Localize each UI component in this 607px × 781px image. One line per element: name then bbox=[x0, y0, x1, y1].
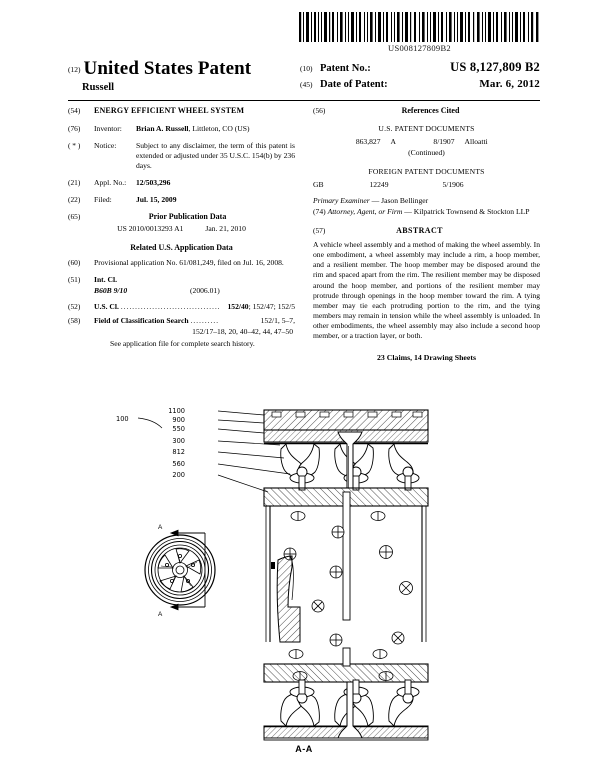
date-label: Date of Patent: bbox=[320, 79, 388, 90]
barcode-image bbox=[297, 12, 542, 42]
figure-caption: A-A bbox=[295, 744, 313, 754]
patent-no-label: Patent No.: bbox=[320, 63, 371, 74]
notice-label: Notice: bbox=[94, 140, 117, 150]
field-of-search-dot-leader: .......... bbox=[190, 317, 220, 326]
us-cl-row bbox=[94, 302, 295, 312]
related-application-data-heading: Related U.S. Application Data bbox=[130, 243, 233, 253]
section-marker-top: A bbox=[158, 524, 163, 531]
field-field-of-search bbox=[68, 316, 295, 326]
title-left-block bbox=[68, 58, 300, 93]
drawing-figure bbox=[68, 392, 540, 767]
notice-text: Subject to any disclaimer, the term of this patent is extended or adjusted under 35 U.S.C. 154(b) by 236 days. bbox=[136, 140, 295, 170]
prior-publication-date: Jan. 21, 2010 bbox=[205, 224, 246, 234]
code-58: (58) bbox=[68, 316, 81, 326]
abstract-text: A vehicle wheel assembly and a method of making the wheel assembly. In one embodiment, a wheel assembly may include a rim, a hoop member, and a resilient member. The hoop member may be disposed around the rim and spaced apart from the rim. The resilient member may be disposed around the hoop member, and portions of the resilient member may protrude through openings in the hoop member toward the rim. A tying member may tie each protruding portion to the rim, and the tying members may remain in tension while the wheel assembly is unloaded. In other embodiments, the wheel assembly may also include a second hoop member, or a traction layer, or both. bbox=[313, 240, 540, 341]
prior-publication-row bbox=[68, 224, 295, 234]
appl-no-value: 12/503,296 bbox=[136, 177, 171, 187]
abstract-heading: ABSTRACT bbox=[396, 225, 443, 235]
us-cl-label: U.S. Cl. bbox=[94, 301, 119, 311]
patent-title-row bbox=[68, 58, 540, 93]
code-asterisk: ( * ) bbox=[68, 140, 81, 150]
inventor-value bbox=[136, 124, 295, 134]
field-of-search-note: See application file for complete search history. bbox=[110, 339, 255, 349]
primary-examiner-name: — Jason Bellinger bbox=[371, 195, 429, 205]
patent-no-code: (10) bbox=[300, 64, 313, 73]
prior-publication-heading: Prior Publication Data bbox=[148, 211, 227, 221]
us-doc-name: Alloatti bbox=[464, 136, 488, 146]
document-title-line bbox=[68, 58, 300, 80]
right-column bbox=[313, 106, 540, 363]
date-value: Mar. 6, 2012 bbox=[479, 78, 540, 90]
appl-no-label: Appl. No.: bbox=[94, 177, 127, 187]
cross-section-view bbox=[264, 410, 428, 740]
attorney-name: — Kilpatrick Townsend & Stockton LLP bbox=[404, 206, 530, 216]
us-doc-kind: A bbox=[390, 136, 396, 146]
code-54: (54) bbox=[68, 106, 81, 115]
callout-550: 550 bbox=[172, 425, 185, 433]
int-cl-edition: (2006.01) bbox=[190, 285, 220, 295]
us-doc-date: 8/1907 bbox=[433, 136, 455, 146]
code-65: (65) bbox=[68, 211, 81, 221]
code-52: (52) bbox=[68, 301, 81, 311]
foreign-doc-number: 12249 bbox=[369, 179, 389, 189]
callout-300: 300 bbox=[172, 437, 185, 445]
abstract-heading-row bbox=[313, 226, 540, 237]
int-cl-row bbox=[94, 286, 295, 296]
field-title-of-invention bbox=[68, 106, 295, 117]
code-22: (22) bbox=[68, 194, 81, 204]
page-title: United States Patent bbox=[83, 58, 252, 79]
patent-date-row bbox=[300, 78, 540, 90]
int-cl-label: Int. Cl. bbox=[94, 274, 117, 284]
field-related-application bbox=[68, 258, 295, 268]
callout-200: 200 bbox=[172, 471, 185, 479]
field-of-search-row bbox=[94, 316, 295, 326]
inventor-name: Brian A. Russell bbox=[136, 123, 189, 133]
patent-number-row bbox=[300, 60, 540, 75]
inventor-label: Inventor: bbox=[94, 123, 122, 133]
foreign-doc-date: 5/1906 bbox=[442, 179, 464, 189]
table-row bbox=[313, 137, 540, 147]
field-us-cl bbox=[68, 302, 295, 312]
field-prior-publication bbox=[68, 212, 295, 223]
inventor-surname: Russell bbox=[82, 82, 115, 93]
field-inventor bbox=[68, 124, 295, 134]
callout-1100: 1100 bbox=[168, 407, 185, 415]
patent-no-value: US 8,127,809 B2 bbox=[450, 60, 540, 74]
code-56: (56) bbox=[313, 106, 326, 115]
us-patent-documents-heading: U.S. PATENT DOCUMENTS bbox=[378, 123, 475, 133]
primary-examiner-row bbox=[313, 196, 540, 206]
related-application-text: Provisional application No. 61/081,249, filed on Jul. 16, 2008. bbox=[94, 257, 284, 267]
wheel-end-view bbox=[145, 535, 215, 605]
code-51: (51) bbox=[68, 274, 81, 284]
attorney-row bbox=[313, 207, 540, 217]
us-cl-rest: ; 152/47; 152/5 bbox=[248, 301, 295, 311]
barcode-block bbox=[297, 12, 542, 53]
primary-examiner-label: Primary Examiner bbox=[313, 195, 370, 205]
foreign-patent-documents-heading: FOREIGN PATENT DOCUMENTS bbox=[368, 166, 485, 176]
field-of-search-value-2: 152/17–18, 20, 40–42, 44, 47–50 bbox=[192, 327, 293, 337]
code-76: (76) bbox=[68, 123, 81, 133]
field-of-search-label: Field of Classification Search bbox=[94, 316, 189, 326]
date-code: (45) bbox=[300, 80, 313, 89]
prior-publication-number: US 2010/0013293 A1 bbox=[117, 224, 184, 234]
inventor-location: , Littleton, CO (US) bbox=[188, 123, 250, 133]
title-of-invention: ENERGY EFFICIENT WHEEL SYSTEM bbox=[94, 106, 245, 115]
header-divider bbox=[68, 100, 540, 101]
code-74: (74) bbox=[313, 206, 326, 216]
foreign-doc-country: GB bbox=[313, 179, 324, 189]
field-appl-no bbox=[68, 178, 295, 188]
barcode-number: US008127809B2 bbox=[388, 43, 451, 53]
us-cl-primary: 152/40 bbox=[227, 301, 249, 311]
int-cl-class: B60B 9/10 bbox=[94, 285, 128, 295]
us-cl-dot-leader: ................................... bbox=[120, 302, 221, 311]
attorney-label: Attorney, Agent, or Firm bbox=[327, 206, 403, 216]
continued-label: (Continued) bbox=[408, 147, 445, 157]
callout-100: 100 bbox=[116, 415, 129, 423]
code-60: (60) bbox=[68, 257, 81, 267]
figure-svg bbox=[68, 392, 540, 742]
field-references-cited bbox=[313, 106, 540, 117]
field-notice bbox=[68, 141, 295, 171]
bibliographic-columns bbox=[68, 106, 540, 363]
field-of-search-value-1: 152/1, 5–7, bbox=[260, 316, 295, 326]
filed-label: Filed: bbox=[94, 194, 112, 204]
left-column bbox=[68, 106, 295, 363]
section-marker-bottom: A bbox=[158, 611, 163, 618]
field-int-cl bbox=[68, 275, 295, 285]
kind-code-12: (12) bbox=[68, 65, 81, 74]
claims-and-sheets: 23 Claims, 14 Drawing Sheets bbox=[377, 353, 476, 363]
us-doc-number: 863,827 bbox=[355, 136, 381, 146]
code-57: (57) bbox=[313, 225, 326, 235]
callout-560: 560 bbox=[172, 460, 185, 468]
filed-value: Jul. 15, 2009 bbox=[136, 194, 177, 204]
callout-900: 900 bbox=[172, 416, 185, 424]
callout-812: 812 bbox=[172, 448, 185, 456]
references-cited-heading: References Cited bbox=[401, 106, 460, 115]
title-right-block bbox=[300, 58, 540, 93]
code-21: (21) bbox=[68, 177, 81, 187]
table-row bbox=[313, 180, 540, 190]
field-filed bbox=[68, 195, 295, 205]
